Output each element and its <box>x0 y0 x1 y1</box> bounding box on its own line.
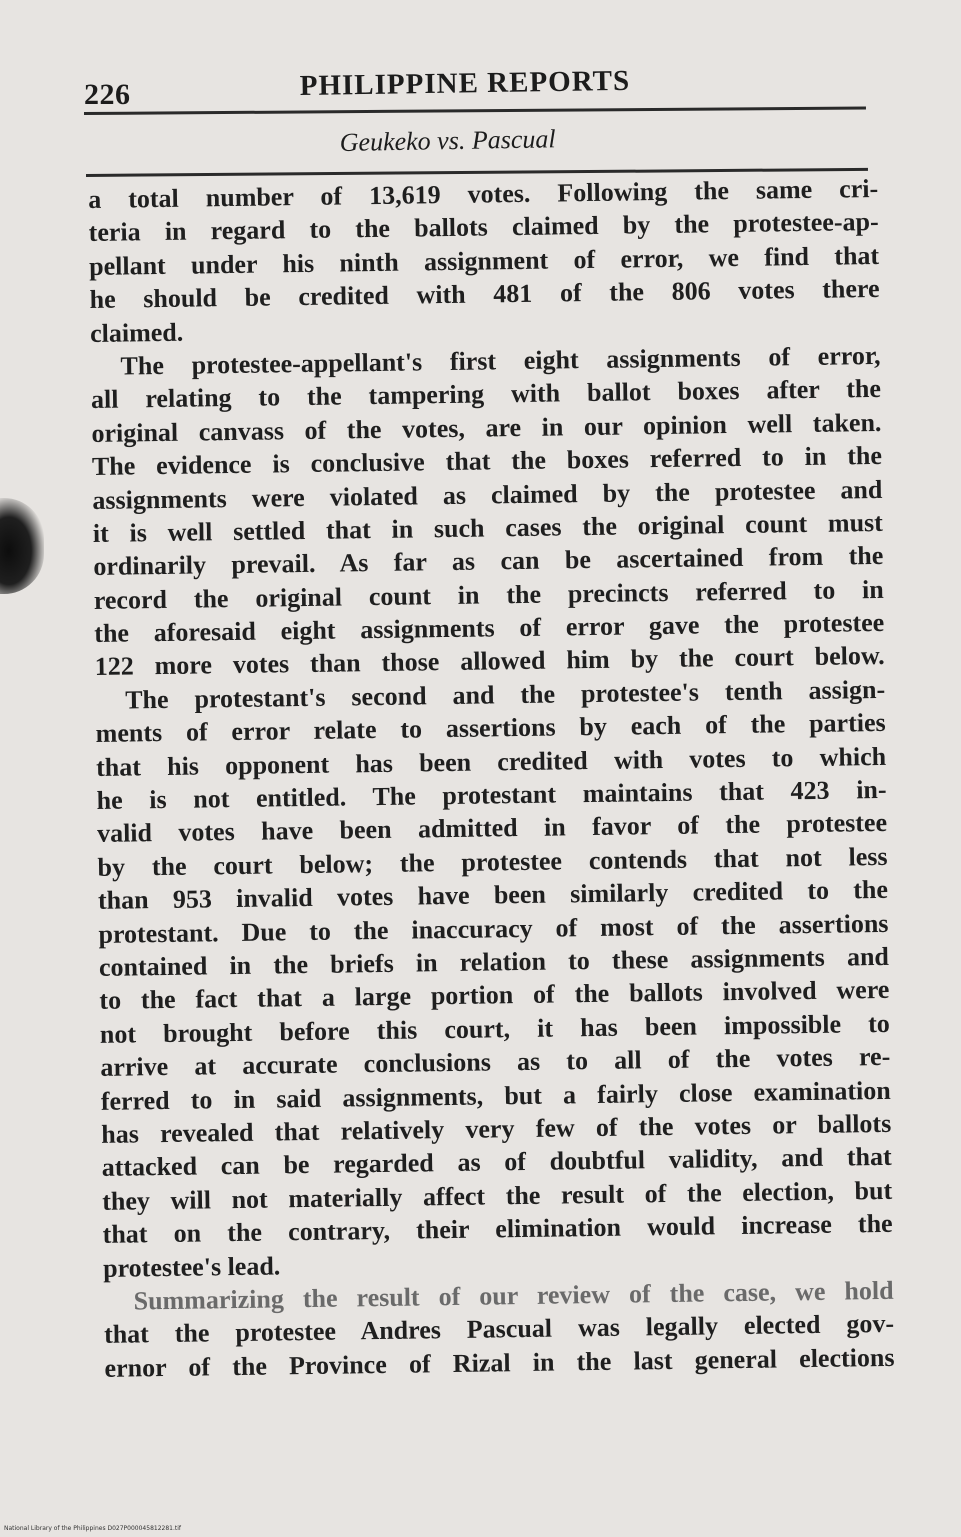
text-line: pellant under his ninth assignment of error, we find that <box>88 240 880 281</box>
text-line: teria in regard to the ballots claimed by the protestee-ap- <box>88 207 879 248</box>
text-line: the aforesaid eight assignments of error gave the protestee <box>94 608 885 649</box>
body-text <box>88 172 895 1385</box>
text-line: original canvass of the votes, are in our opinion well taken. <box>91 407 882 448</box>
text-line: ments of error relate to assertions by each of the parties <box>95 708 886 749</box>
text-line: arrive at accurate conclusions as to all of the votes re- <box>100 1042 891 1083</box>
text-line: contained in the briefs in relation to these assignments and <box>98 941 890 982</box>
text-line: ernor of the Province of Rizal in the last general elections <box>104 1342 895 1383</box>
text-line: that the protestee Andres Pascual was legally elected gov- <box>103 1309 895 1350</box>
text-line: attacked can be regarded as of doubtful validity, and that <box>101 1142 892 1183</box>
text-line: has revealed that relatively very few of the votes or ballots <box>101 1108 892 1149</box>
text-line: than 953 invalid votes have been similarly credited to the <box>97 875 889 916</box>
running-head <box>84 60 868 110</box>
text-line: valid votes have been admitted in favor of the protestee <box>96 808 888 849</box>
page-number: 226 <box>84 78 131 111</box>
text-line: The protestee-appellant's first eight assignments of error, <box>120 340 881 381</box>
text-line: he should be credited with 481 of the 806 votes there <box>89 274 880 315</box>
scan-footer-caption: National Library of the Philippines D027P000045812281.tif <box>4 1525 182 1532</box>
text-line: all relating to the tampering with ballot boxes after the <box>90 374 882 415</box>
text-line: The evidence is conclusive that the boxes referred to in the <box>91 441 883 482</box>
text-line: to the fact that a large portion of the ballots involved were <box>99 975 890 1016</box>
text-line: he is not entitled. The protestant maintains that 423 in- <box>96 774 887 815</box>
text-line: 122 more votes than those allowed him by the court below. <box>94 641 885 682</box>
text-line: The protestant's second and the protestee's tenth assign- <box>125 674 886 715</box>
text-line: ordinarily prevail. As far as can be ascertained from the <box>93 541 884 582</box>
text-line: that his opponent has been credited with votes to which <box>95 741 887 782</box>
text-line: they will not materially affect the result of the election, but <box>102 1175 893 1216</box>
text-line: it is well settled that in such cases the original count must <box>92 507 884 548</box>
text-line: not brought before this court, it has been impossible to <box>99 1008 891 1049</box>
text-line: that on the contrary, their elimination would increase the <box>102 1208 893 1250</box>
text-line: protestant. Due to the inaccuracy of most of the assertions <box>98 908 889 949</box>
case-title: Geukeko vs. Pascual <box>339 124 556 158</box>
text-line: protestee's lead. <box>102 1250 281 1283</box>
text-line: Summarizing the result of our review of the case, we hold <box>133 1275 894 1316</box>
text-line: assignments were violated as claimed by the protestee and <box>92 474 883 515</box>
text-line: record the original count in the precincts referred to in <box>93 574 884 615</box>
text-line: claimed. <box>89 317 184 348</box>
text-line: ferred to in said assignments, but a fairly close examination <box>100 1075 891 1116</box>
text-line: by the court below; the protestee contends that not less <box>97 841 888 882</box>
thumb-shadow <box>0 498 44 594</box>
journal-title: PHILIPPINE REPORTS <box>299 64 631 103</box>
text-line: a total number of 13,619 votes. Following the same cri- <box>88 173 879 214</box>
